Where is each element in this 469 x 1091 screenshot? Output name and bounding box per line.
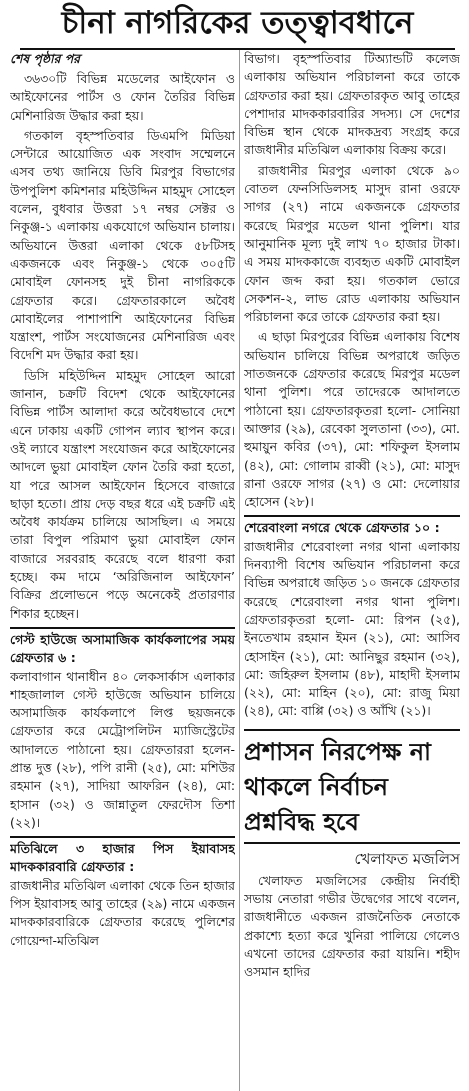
right-column [244,50,460,1091]
byline: খেলাফত মজলিস [354,849,460,868]
paragraph: রাজধানীর মিরপুর এলাকা থেকে ৯০ বোতল ফেনসিডিলসহ মাসুদ রানা ওরফে সাগর (২৭) নামে একজনকে গ্রেফতার করেছে মিরপুর মডেল থানা পুলিশ। যার আনুমানিক মূল্য দুই লাখ ৭০ হাজার টাকা। এ সময় মাদককাজে ব্যবহৃত একটি মোবাইল ফোন জব্দ করা হয়। গতকাল ভোরে সেকশন-২, লাভ রোড এলাকায় অভিযান পরিচালনা করে তাকে গ্রেফতার করা হয়। [244,162,460,325]
second-headline: প্রশাসন নিরপেক্ষ না থাকলে নির্বাচন প্রশ্নবিদ্ধ হবে [244,729,460,844]
paragraph: গতকাল বৃহস্পতিবার ডিএমপি মিডিয়া সেন্টারে আয়োজিত এক সংবাদ সম্মেলনে এসব তথ্য জানিয়ে ডিবি মিরপুর বিভাগের উপপুলিশ কমিশনার মহিউদ্দিন মাহমুদ সোহেল বলেন, বুধবার উত্তরা ১৭ নম্বর সেক্টর ও নিকুঞ্জ-১ এলাকায় একযোগে অভিযান চালায়। অভিযানে উত্তরা এলাকা থেকে ৫৮টিসহ একজনকে এবং নিকুঞ্জ-১ থেকে ৩০৫টি মোবাইল ফোনসহ দুই চীনা নাগরিককে গ্রেফতার করে। গ্রেফতারকালে অবৈধ মোবাইলের পাশাপাশি আইফোনের বিভিন্ন যন্ত্রাংশ, পার্টস সংযোজনের মেশিনারিজ এবং বিদেশি মদ উদ্ধার করা হয়। [10,127,235,363]
paragraph: এ ছাড়া মিরপুরের বিভিন্ন এলাকায় বিশেষ অভিযান চালিয়ে বিভিন্ন অপরাধে জড়িত সাতজনকে গ্রেফতার করেছে মিরপুর মডেল থানা পুলিশ। পরে তাদেরকে আদালতে পাঠানো হয়। গ্রেফতারকৃতরা হলো- সোনিয়া আক্তার (২৯), রেবেকা সুলতানা (৩৩), মো. হুমায়ুন কবির (৩৭), মো: শফিকুল ইসলাম (৪২), মো: গোলাম রাব্বী (২১), মো: মাসুদ রানা ওরফে সাগর (২৭) ও মো: দেলোয়ার হোসেন (২৮)। [244,329,460,510]
continued-label: শেষ পৃষ্ঠার পর [10,51,80,66]
paragraph: খেলাফত মজলিসের কেন্দ্রীয় নির্বাহী সভায় নেতারা গভীর উদ্বেগের সাথে বলেন, রাজধানীতে একজন রাজনৈতিক নেতাকে প্রকাশ্যে হত্যা করে খুনিরা পালিয়ে গেলেও এখনো তাদের গ্রেফতার করা যায়নি। শহীদ ওসমান হাদির [244,872,460,980]
subheading: গেস্ট হাউজে অসামাজিক কার্যকলাপের সময় গ্রেফতার ৬ : [10,627,235,668]
left-column [10,50,235,1091]
subheading: মতিঝিলে ৩ হাজার পিস ইয়াবাসহ মাদককারবারি গ্রেফতার : [10,836,235,877]
paragraph: রাজধানীর শেরেবাংলা নগর থানা এলাকায় দিনব্যাপী বিশেষ অভিযান পরিচালনা করে বিভিন্ন অপরাধে জড়িত ১০ জনকে গ্রেফতার করেছে শেরেবাংলা নগর থানা পুলিশ। গ্রেফতারকৃতরা হলো- মো: রিপন (২৫), ইনতেখাম রহমান ইমন (২১), মো: আসিব হোসাইন (২১), মো: আনিছুর রহমান (৩২), মো: জহিরুল ইসলাম (৪৮), মাহাদী ইসলাম (২২), মো: মাহিন (২০), মো: রাজু মিয়া (২৪), মো: বাপ্পি (৩২) ও আঁখি (২১)। [244,538,460,719]
subheading: শেরেবাংলা নগরে থেকে গ্রেফতার ১০ : [244,515,460,537]
paragraph: কলাবাগান থানাধীন ৪০ লেকসার্কাস এলাকার শাহজালাল গেস্ট হাউজে অভিযান চালিয়ে অসামাজিক কার্যকলাপে লিপ্ত ছয়জনকে গ্রেফতার করে মেট্রোপলিটন ম্যাজিস্ট্রেটের আদালতে পাঠানো হয়। গ্রেফতাররা হলেন- প্রান্ত দুত্ত (২৮), পপি রানী (২৫), মো: মশিউর রহমান (২৭), সাদিয়া আফরিন (২৪), মো: হাসান (৩২) ও জান্নাতুল ফেরদৌস তিশা (২২)। [10,668,235,830]
paragraph: ডিসি মহিউদ্দিন মাহমুদ সোহেল আরো জানান, চক্রটি বিদেশ থেকে আইফোনের বিভিন্ন পার্টস আলাদা করে অবৈধভাবে দেশে এনে ঢাকায় একটি গোপন ল্যাব স্থাপন করে। ওই ল্যাবে যন্ত্রাংশ সংযোজন করে আইফোনের আদলে ভুয়া মোবাইল ফোন তৈরি করা হতো, যা পরে আসল আইফোন হিসেবে বাজারে ছাড়া হতো। প্রায় দেড় বছর ধরে এই চক্রটি এই অবৈধ কার্যক্রম চালিয়ে আসছিল। এ সময়ে তারা বিপুল পরিমাণ ভুয়া মোবাইল ফোন বাজারে সরবরাহ করেছে বলে ধারণা করা হচ্ছে। কম দামে ‘অরিজিনাল আইফোন’ বিক্রির প্রলোভনে পড়ে অনেকেই প্রতারণার শিকার হচ্ছেন। [10,367,235,621]
paragraph: বিভাগ। বৃহস্পতিবার টিঅ্যান্ডটি কলেজ এলাকায় অভিযান পরিচালনা করে তাকে গ্রেফতার করা হয়। গ্রেফতারকৃত আবু তাহের পেশাদার মাদককারবারির সদস্য। সে দেশের বিভিন্ন স্থান থেকে মাদকদ্রব্য সংগ্রহ করে রাজধানীর মতিঝিল এলাকায় বিক্রয় করে। [244,51,460,158]
headline: চীনা নাগরিকের তত্ত্বাবধানে [20,0,455,50]
paragraph: রাজধানীর মতিঝিল এলাকা থেকে তিন হাজার পিস ইয়াবাসহ আবু তাহের (২৯) নামে একজন মাদককারবারিকে গ্রেফতার করেছে পুলিশের গোয়েন্দা-মতিঝিল [10,877,235,948]
column-divider [239,50,240,1091]
paragraph: ৩৬৩০টি বিভিন্ন মডেলের আইফোন ও আইফোনের পার্টস ও ফোন তৈরির বিভিন্ন মেশিনারিজ উদ্ধার করা হয়। [10,71,235,123]
